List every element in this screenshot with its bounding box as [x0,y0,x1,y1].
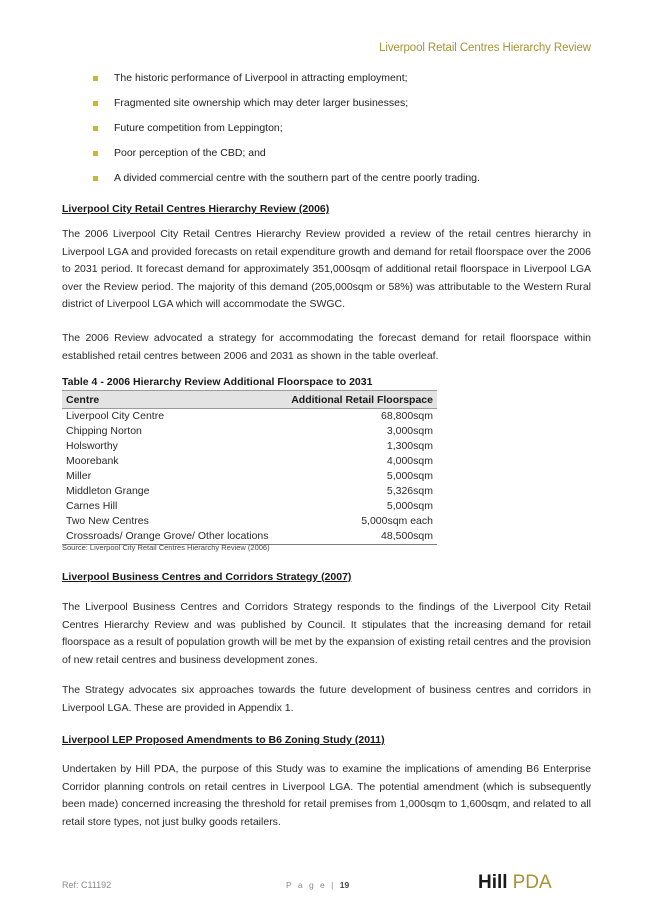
table-row [62,409,437,425]
paragraph: The Liverpool Business Centres and Corridors Strategy responds to the findings of the Liverpool City Retail Centres Hierarchy Review and was published by Council. It stipulates that the increasing demand for retail floorspace as a result of population growth will be met by the expansion of existing retail centres and the provision of new retail centres and business development zones. [62,601,591,666]
table-caption: Table 4 - 2006 Hierarchy Review Additional Floorspace to 2031 [62,376,373,388]
list-item: Future competition from Leppington; [93,122,593,147]
table-cell: Holsworthy [66,440,118,452]
page-number: P a g e | 19 [286,880,350,890]
list-item: Poor perception of the CBD; and [93,147,593,172]
table-cell: Liverpool City Centre [66,410,165,422]
table-row [62,514,437,529]
table-cell: Miller [66,470,92,482]
table-row [62,424,437,439]
floorspace-table [62,390,437,545]
square-bullet-icon [93,151,98,156]
table-cell: Middleton Grange [66,485,150,497]
section-heading-b6-zoning: Liverpool LEP Proposed Amendments to B6 Zoning Study (2011) [62,734,385,746]
square-bullet-icon [93,126,98,131]
table-cell: 5,000sqm [386,470,433,482]
table-cell: Chipping Norton [66,425,142,437]
table-cell: 3,000sqm [386,425,433,437]
table-cell: 68,800sqm [381,410,433,422]
table-cell: Carnes Hill [66,500,118,512]
list-item: Fragmented site ownership which may deter larger businesses; [93,97,593,122]
table-cell: 5,000sqm each [361,515,433,527]
paragraph: The 2006 Liverpool City Retail Centres Hierarchy Review provided a review of the retail centres hierarchy in Liverpool LGA and provided forecasts on retail expenditure growth and demand for retail floorspace over the 2006 to 2031 period. It forecast demand for approximately 351,000sqm of additional retail floorspace in Liverpool LGA over the Review period. The majority of this demand (205,000sqm or 58%) was attributable to the Western Rural district of Liverpool LGA which will accommodate the SWGC. [62,228,591,311]
square-bullet-icon [93,176,98,181]
table-header-row [62,391,437,409]
bullet-list [93,72,593,197]
table-cell: 4,000sqm [386,455,433,467]
section-heading-business-centres: Liverpool Business Centres and Corridors Strategy (2007) [62,571,352,583]
section-heading-hierarchy-review: Liverpool City Retail Centres Hierarchy Review (2006) [62,203,330,215]
table-cell: 5,326sqm [386,485,433,497]
table-cell: Two New Centres [66,515,149,527]
table-row [62,499,437,514]
table-row [62,469,437,484]
running-header: Liverpool Retail Centres Hierarchy Review [379,42,591,54]
list-item: The historic performance of Liverpool in attracting employment; [93,72,593,97]
footer-reference: Ref: C11192 [62,880,112,890]
hill-pda-logo: Hill PDA [478,872,552,893]
column-header-centre: Centre [62,391,281,409]
table-row [62,454,437,469]
table-row [62,484,437,499]
square-bullet-icon [93,101,98,106]
column-header-floorspace: Additional Retail Floorspace [281,391,437,409]
table-cell: Moorebank [66,455,119,467]
table-cell: 1,300sqm [386,440,433,452]
table-cell: 5,000sqm [386,500,433,512]
paragraph: Undertaken by Hill PDA, the purpose of this Study was to examine the implications of amending B6 Enterprise Corridor planning controls on retail centres in Liverpool LGA. The potential amendment (which is subsequently been made) concerned increasing the threshold for retail premises from 1,000sqm to 1,600sqm, and related to all retail store types, not just bulky goods retailers. [62,763,591,828]
square-bullet-icon [93,76,98,81]
paragraph: The Strategy advocates six approaches towards the future development of business centres and corridors in Liverpool LGA. These are provided in Appendix 1. [62,684,591,714]
table-cell: 48,500sqm [281,529,437,545]
table-source-note: Source: Liverpool City Retail Centres Hierarchy Review (2006) [62,543,270,552]
table-row [62,439,437,454]
paragraph: The 2006 Review advocated a strategy for accommodating the forecast demand for retail floorspace within established retail centres between 2006 and 2031 as shown in the table overleaf. [62,332,591,362]
list-item: A divided commercial centre with the southern part of the centre poorly trading. [93,172,593,197]
table-cell: Crossroads/ Orange Grove/ Other locations [62,529,281,545]
